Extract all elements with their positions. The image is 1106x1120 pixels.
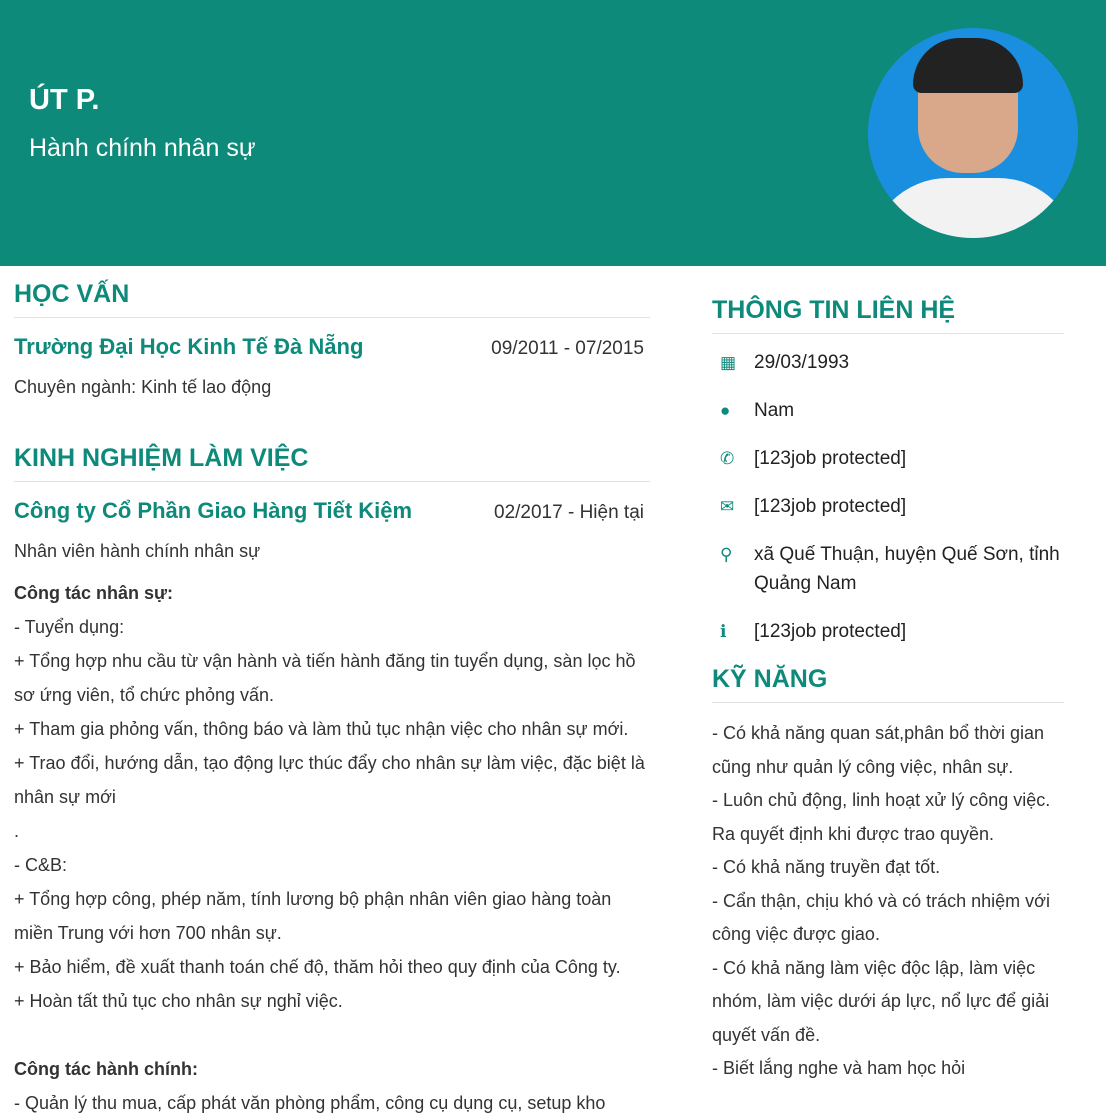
description-line: [14, 1018, 650, 1052]
description-line: .: [14, 821, 20, 841]
contact-text: [123job protected]: [754, 496, 907, 517]
sidebar-column: [712, 296, 1064, 1086]
experience-dates: 02/2017 - Hiện tại: [494, 502, 644, 523]
user-icon: ●: [720, 401, 731, 420]
contact-section: [712, 296, 1064, 646]
description-line: Công tác hành chính:: [14, 1059, 198, 1079]
envelope-icon: ✉: [720, 497, 735, 516]
section-heading: THÔNG TIN LIÊN HỆ: [712, 296, 1064, 334]
contact-item: [712, 396, 1064, 425]
description-line: + Tham gia phỏng vấn, thông báo và làm thủ tục nhận việc cho nhân sự mới.: [14, 719, 629, 739]
contact-item: [712, 617, 1064, 646]
map-marker-icon: ⚲: [720, 545, 733, 564]
position: Nhân viên hành chính nhân sự: [14, 541, 261, 561]
skill-line: - Biết lắng nghe và ham học hỏi: [712, 1058, 966, 1078]
contact-text: 29/03/1993: [754, 352, 850, 373]
skill-line: - Luôn chủ động, linh hoạt xử lý công việc. Ra quyết định khi được trao quyền.: [712, 790, 1051, 844]
skill-line: - Cẩn thận, chịu khó và có trách nhiệm với công việc được giao.: [712, 890, 1050, 944]
phone-icon: ✆: [720, 449, 735, 468]
avatar: [868, 28, 1078, 238]
description-line: + Hoàn tất thủ tục cho nhân sự nghỉ việc.: [14, 991, 343, 1011]
major: Chuyên ngành: Kinh tế lao động: [14, 377, 272, 397]
section-heading: KỸ NĂNG: [712, 665, 1064, 703]
contact-text: Nam: [754, 400, 795, 421]
candidate-name: ÚT P.: [29, 84, 100, 116]
section-heading: HỌC VẤN: [14, 280, 650, 318]
description-line: + Tổng hợp nhu cầu từ vận hành và tiến hành đăng tin tuyển dụng, sàn lọc hồ sơ ứng viên, tổ chức phỏng vấn.: [14, 651, 636, 705]
skill-line: - Có khả năng làm việc độc lập, làm việc nhóm, làm việc dưới áp lực, nổ lực để giải quyết vấn đề.: [712, 957, 1050, 1045]
experience-description: [14, 576, 650, 1120]
header-banner: [0, 0, 1106, 266]
skill-line: - Có khả năng quan sát,phân bổ thời gian cũng như quản lý công việc, nhân sự.: [712, 723, 1045, 777]
contact-text: [123job protected]: [754, 448, 907, 469]
education-dates: 09/2011 - 07/2015: [491, 338, 644, 359]
education-section: [14, 280, 650, 404]
description-line: Công tác nhân sự:: [14, 583, 174, 603]
contact-item: [712, 444, 1064, 473]
contact-text: [123job protected]: [754, 621, 907, 642]
contact-item: [712, 540, 1064, 598]
description-line: + Tổng hợp công, phép năm, tính lương bộ phận nhân viên giao hàng toàn miền Trung với hơn 700 nhân sự.: [14, 889, 612, 943]
calendar-icon: ▦: [720, 353, 737, 372]
main-column: [14, 280, 650, 1120]
description-line: + Bảo hiểm, đề xuất thanh toán chế độ, thăm hỏi theo quy định của Công ty.: [14, 957, 621, 977]
description-line: + Trao đổi, hướng dẫn, tạo động lực thúc đẩy cho nhân sự làm việc, đặc biệt là nhân sự mới: [14, 753, 645, 807]
contact-item: [712, 492, 1064, 521]
contact-text: xã Quế Thuận, huyện Quế Sơn, tỉnh Quảng Nam: [754, 544, 1060, 594]
contact-item: [712, 348, 1064, 377]
section-heading: KINH NGHIỆM LÀM VIỆC: [14, 444, 650, 482]
skills-list: [712, 717, 1064, 1086]
skill-line: - Có khả năng truyền đạt tốt.: [712, 857, 941, 877]
skills-section: [712, 665, 1064, 1086]
company-name: Công ty Cổ Phần Giao Hàng Tiết Kiệm: [14, 498, 413, 523]
description-line: - Quản lý thu mua, cấp phát văn phòng phẩm, công cụ dụng cụ, setup kho: [14, 1093, 606, 1113]
info-icon: ℹ: [720, 622, 727, 641]
experience-section: [14, 444, 650, 1120]
description-line: - Tuyển dụng:: [14, 617, 125, 637]
candidate-title: Hành chính nhân sự: [29, 134, 256, 162]
contact-list: [712, 348, 1064, 646]
school-name: Trường Đại Học Kinh Tế Đà Nẵng: [14, 334, 364, 359]
description-line: - C&B:: [14, 855, 68, 875]
